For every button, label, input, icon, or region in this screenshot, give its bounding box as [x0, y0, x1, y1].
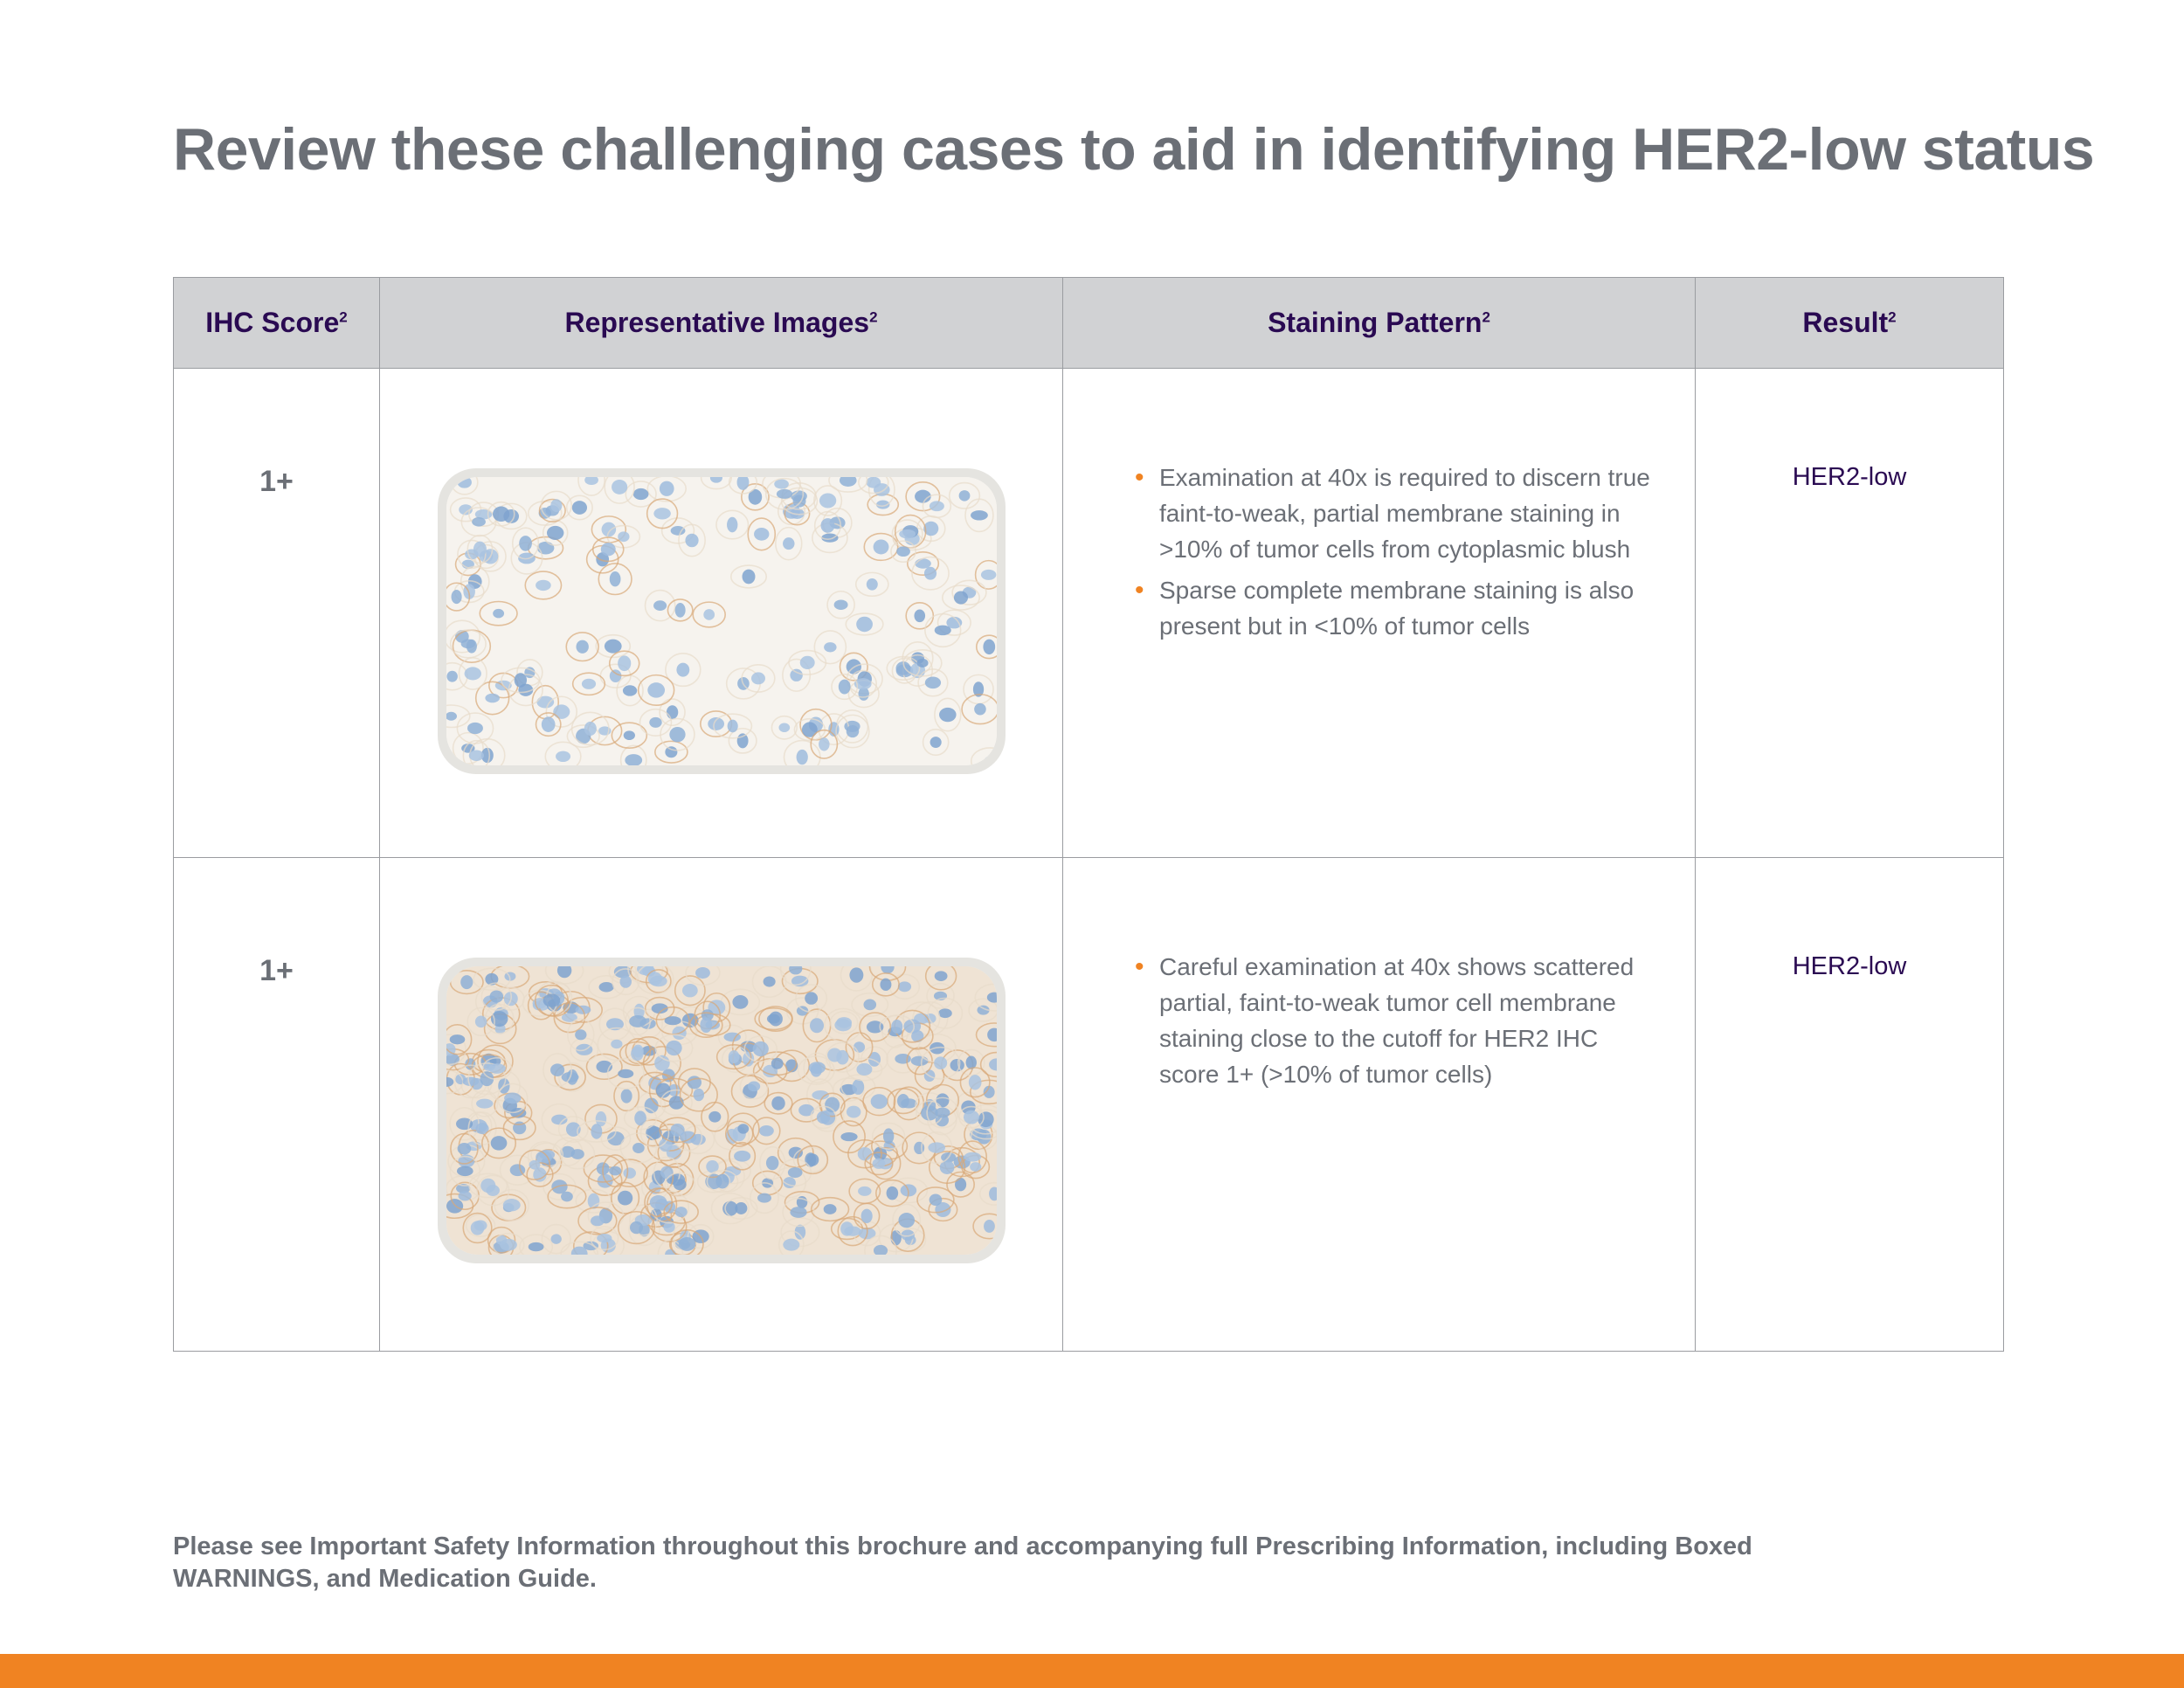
result-cell: HER2-low: [1696, 369, 2004, 858]
list-item: • Sparse complete membrane staining is also present but in <10% of tumor cells: [1135, 572, 1660, 644]
ihc-score-cell: 1+: [174, 858, 380, 1352]
safety-information-footer: Please see Important Safety Information throughout this brochure and accompanying full Prescribing Information, including Boxed WARNINGS, and Medication Guide.: [173, 1532, 1752, 1593]
header-representative-images: Representative Images$^2$: [380, 278, 1063, 369]
bullet-icon: •: [1135, 576, 1144, 605]
bullet-icon: •: [1135, 463, 1144, 492]
ihc-score-cell: 1+: [174, 369, 380, 858]
list-item: • Examination at 40x is required to discern true faint-to-weak, partial membrane staining in >10% of tumor cells from cytoplasmic blush: [1135, 460, 1660, 567]
table-row: [174, 369, 2004, 858]
list-item: • Careful examination at 40x shows scattered partial, faint-to-weak tumor cell membrane staining close to the cutoff for HER2 IHC score 1+ (>10% of tumor cells): [1135, 949, 1660, 1092]
staining-pattern-cell: [1063, 369, 1696, 858]
table-header-row: [174, 278, 2004, 369]
result-cell: HER2-low: [1696, 858, 2004, 1352]
header-ihc-score: IHC Score$^2$: [174, 278, 380, 369]
table-row: [174, 858, 2004, 1352]
header-staining-pattern: Staining Pattern$^2$: [1063, 278, 1696, 369]
bullet-icon: •: [1135, 952, 1144, 981]
header-result: Result$^2$: [1696, 278, 2004, 369]
ihc-micrograph-image: [438, 468, 1006, 774]
accent-bar: [0, 1654, 2184, 1688]
staining-pattern-cell: [1063, 858, 1696, 1352]
ihc-micrograph-image: [438, 958, 1006, 1263]
page-title: Review these challenging cases to aid in identifying HER2-low status: [173, 116, 2095, 183]
ihc-cases-table: [173, 277, 2004, 1352]
